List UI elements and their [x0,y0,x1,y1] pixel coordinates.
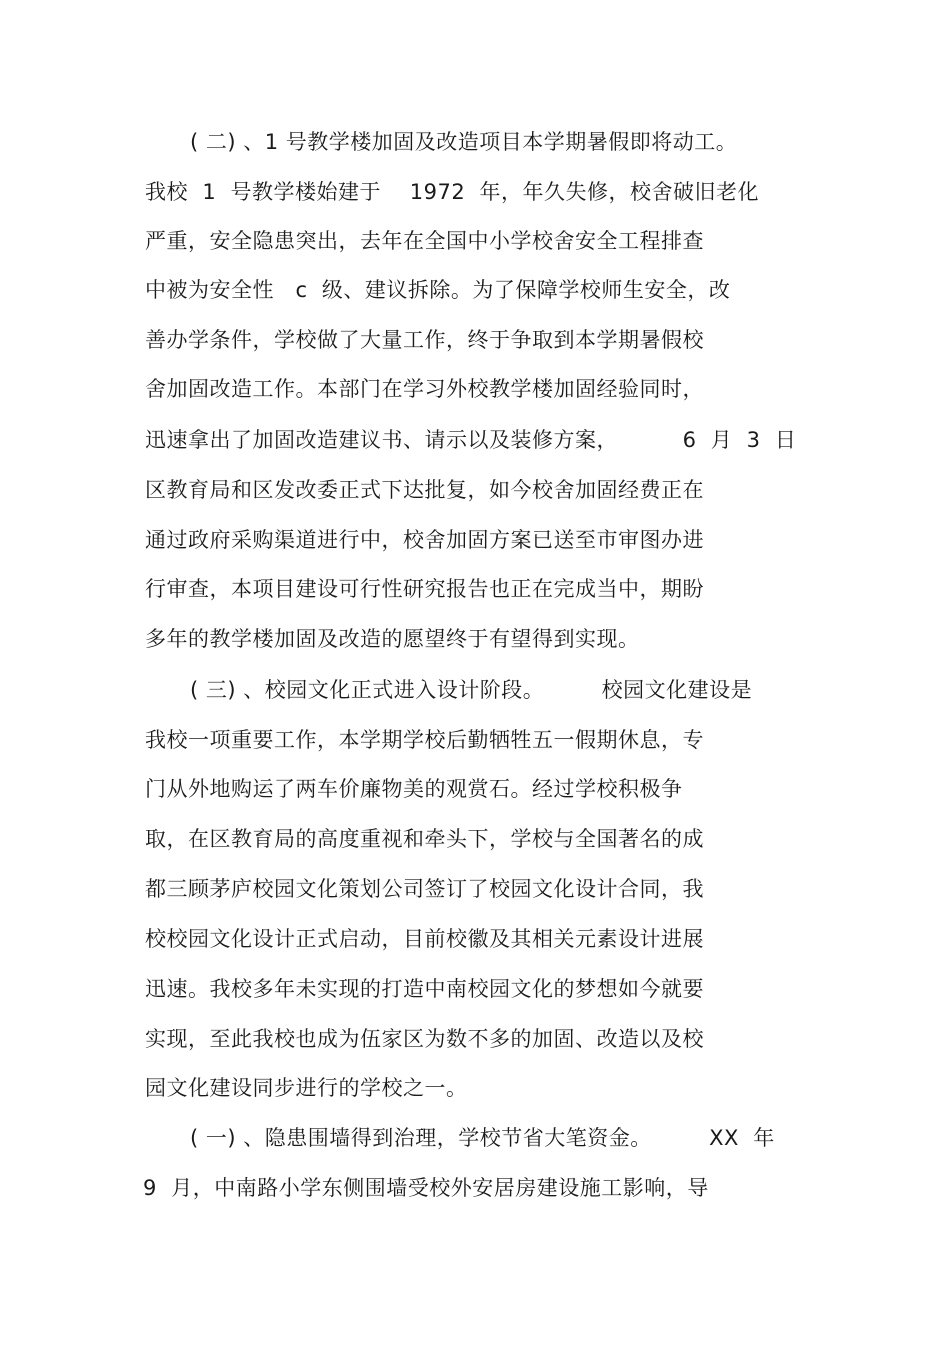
text-line: 门从外地购运了两车价廉物美的观赏石。经过学校积极争 [145,777,683,801]
text-line: 多年的教学楼加固及改造的愿望终于有望得到实现。 [145,627,640,651]
text-line: 迅速。我校多年未实现的打造中南校园文化的梦想如今就要 [145,977,704,1001]
text-line: 实现，至此我校也成为伍家区为数不多的加固、改造以及校 [145,1027,704,1051]
text-line: 舍加固改造工作。本部门在学习外校教学楼加固经验同时， [145,377,704,401]
text-line: ( 一) 、隐患围墙得到治理，学校节省大笔资金。 XX 年 [190,1126,775,1150]
text-line: 中被为安全性 c 级、建议拆除。为了保障学校师生安全，改 [145,278,731,302]
text-line: 校校园文化设计正式启动，目前校徽及其相关元素设计进展 [145,927,704,951]
text-line: 我校 1 号教学楼始建于 1972 年，年久失修，校舍破旧老化 [145,180,760,204]
text-line: 园文化建设同步进行的学校之一。 [145,1076,468,1100]
text-line: 迅速拿出了加固改造建议书、请示以及装修方案， 6 月 3 日 [145,428,797,452]
text-line: ( 三) 、校园文化正式进入设计阶段。 校园文化建设是 [190,678,753,702]
text-line: 我校一项重要工作，本学期学校后勤牺牲五一假期休息，专 [145,728,704,752]
text-line: 区教育局和区发改委正式下达批复，如今校舍加固经费正在 [145,478,704,502]
text-line: 行审查，本项目建设可行性研究报告也正在完成当中，期盼 [145,577,704,601]
text-line: 通过政府采购渠道进行中，校舍加固方案已送至市审图办进 [145,528,704,552]
text-line: 都三顾茅庐校园文化策划公司签订了校园文化设计合同，我 [145,877,704,901]
text-line: ( 二) 、1 号教学楼加固及改造项目本学期暑假即将动工。 [190,130,738,154]
text-line: 9 月，中南路小学东侧围墙受校外安居房建设施工影响，导 [143,1176,709,1200]
text-line: 取，在区教育局的高度重视和牵头下，学校与全国著名的成 [145,827,704,851]
text-line: 严重，安全隐患突出，去年在全国中小学校舍安全工程排查 [145,229,704,253]
text-line: 善办学条件，学校做了大量工作，终于争取到本学期暑假校 [145,328,704,352]
